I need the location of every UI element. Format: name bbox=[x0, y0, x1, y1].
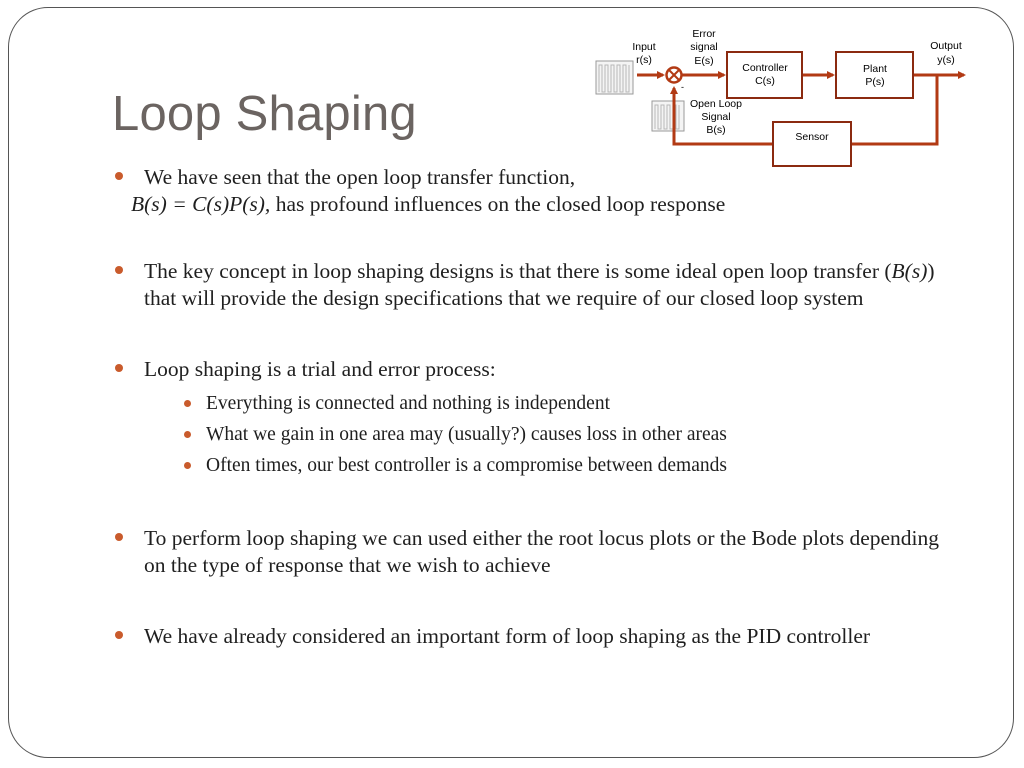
open-loop-label: Open Loop bbox=[690, 98, 742, 110]
plant-label: Plant bbox=[863, 63, 887, 75]
output-label-symbol: y(s) bbox=[937, 54, 955, 66]
controller-label-symbol: C(s) bbox=[755, 75, 775, 87]
input-signal-icon bbox=[596, 61, 633, 94]
sub-bullet-item bbox=[144, 450, 952, 481]
transfer-function-formula: B(s) = C(s)P(s), bbox=[131, 192, 271, 216]
bullet-item bbox=[112, 258, 952, 312]
sub-bullet-text: Often times, our best controller is a compromise between demands bbox=[206, 455, 727, 476]
controller-label: Controller bbox=[742, 62, 788, 74]
plant-block bbox=[836, 52, 913, 98]
bullet-item bbox=[112, 356, 952, 481]
bullet-dot bbox=[115, 364, 123, 372]
sensor-block bbox=[773, 122, 851, 166]
bullet-item bbox=[112, 623, 952, 650]
sub-bullet-text: Everything is connected and nothing is independent bbox=[206, 393, 610, 414]
bullet-text-after: ) that will provide the design specifications that we require of our closed loop system bbox=[144, 259, 935, 310]
sensor-label: Sensor bbox=[795, 131, 829, 143]
bullet-list bbox=[112, 164, 952, 650]
open-loop-label-symbol: B(s) bbox=[706, 124, 726, 136]
input-label: Input bbox=[632, 41, 656, 53]
bullet-text-italic: B(s) bbox=[891, 259, 928, 283]
sub-bullet-dot bbox=[184, 431, 191, 438]
bullet-item bbox=[112, 525, 952, 579]
bullet-text-before: The key concept in loop shaping designs is that there is some ideal open loop transfer ( bbox=[144, 259, 892, 283]
sub-bullet-dot bbox=[184, 462, 191, 469]
bullet-dot bbox=[115, 533, 123, 541]
bullet-text: We have seen that the open loop transfer function, bbox=[144, 165, 576, 189]
error-label-signal: signal bbox=[690, 41, 718, 53]
sub-bullet-item bbox=[144, 419, 952, 450]
sub-bullet-list bbox=[144, 388, 952, 481]
sub-bullet-text: What we gain in one area may (usually?) causes loss in other areas bbox=[206, 424, 727, 445]
bullet-item bbox=[112, 164, 952, 218]
plant-label-symbol: P(s) bbox=[865, 76, 885, 88]
bullet-dot bbox=[115, 172, 123, 180]
bullet-dot bbox=[115, 631, 123, 639]
slide-title: Loop Shaping bbox=[112, 87, 417, 141]
output-label: Output bbox=[930, 40, 962, 52]
sub-bullet-dot bbox=[184, 400, 191, 407]
bullet-text: We have already considered an important form of loop shaping as the PID controller bbox=[144, 624, 871, 648]
bullet-text: Loop shaping is a trial and error process: bbox=[144, 357, 496, 381]
sub-bullet-item bbox=[144, 388, 952, 419]
input-label-symbol: r(s) bbox=[636, 54, 652, 66]
error-label: Error bbox=[692, 28, 716, 40]
bullet-dot bbox=[115, 266, 123, 274]
minus-sign: - bbox=[681, 82, 684, 92]
formula-tail-text: has profound influences on the closed loop response bbox=[270, 192, 726, 216]
open-loop-label-signal: Signal bbox=[701, 111, 731, 123]
open-loop-signal-icon bbox=[652, 101, 684, 131]
block-diagram bbox=[590, 22, 980, 172]
formula-line bbox=[131, 191, 952, 218]
error-label-symbol: E(s) bbox=[694, 55, 714, 67]
bullet-text: To perform loop shaping we can used either the root locus plots or the Bode plots depending on the type of response that we wish to achieve bbox=[144, 526, 940, 577]
summing-junction-icon bbox=[667, 68, 682, 83]
